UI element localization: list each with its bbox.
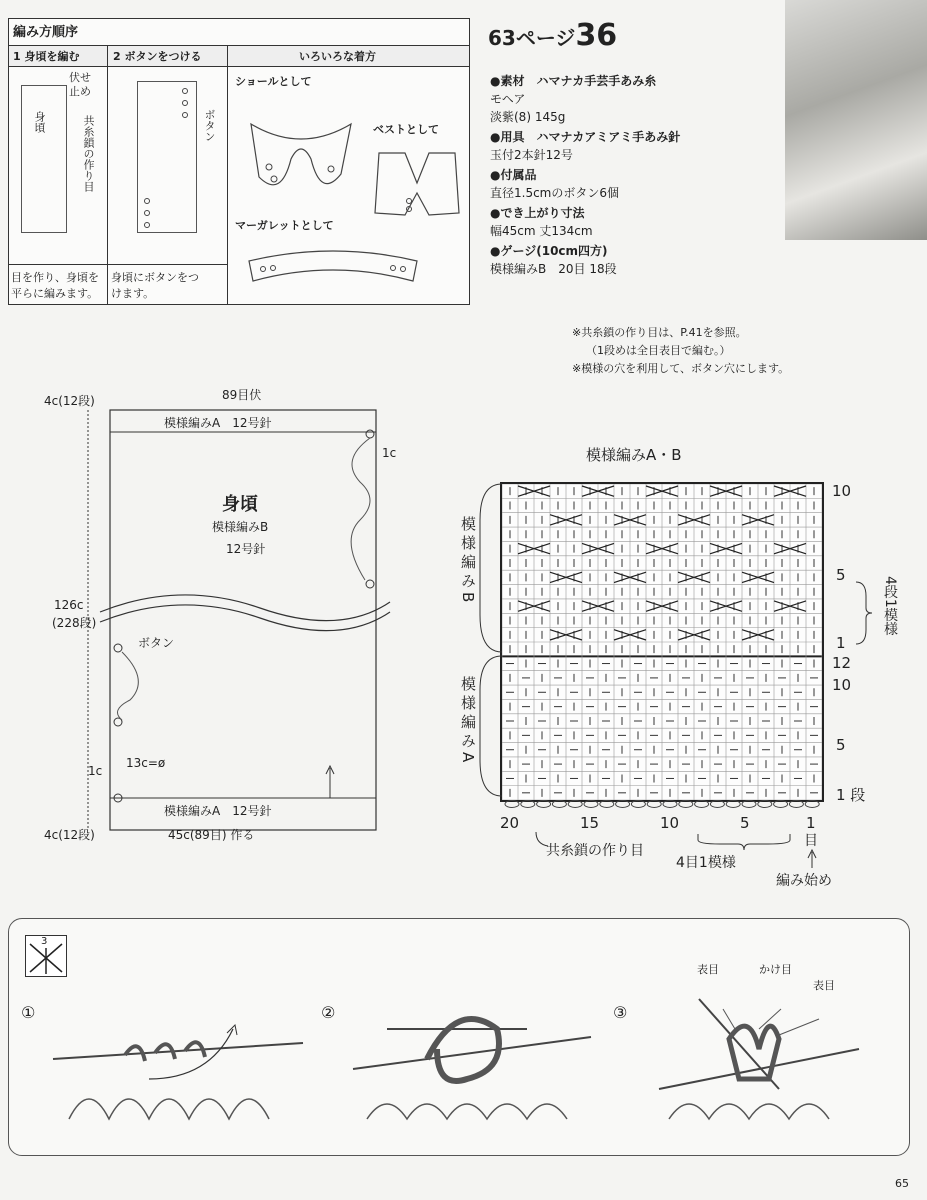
order-title: 編み方順序 — [13, 25, 79, 40]
knitting-order-table — [8, 18, 470, 305]
pattern-a-bottom: 模様編みA 12号針 — [164, 804, 272, 818]
col-5: 5 — [740, 814, 750, 832]
vest-label: ベストとして — [373, 123, 439, 136]
chain-stitch — [679, 801, 693, 808]
step-2-number: ② — [321, 1003, 336, 1022]
length: 126c — [54, 598, 84, 612]
order-col1-header: 1 身頃を編む — [13, 50, 80, 63]
gauge-value: 模様編みB 20目 18段 — [490, 262, 617, 276]
buttons-drawing — [137, 81, 217, 233]
material-color: 淡紫(8) 145g — [490, 110, 566, 124]
page-reference: 63ページ — [488, 26, 576, 50]
row-10-top: 10 — [832, 482, 852, 500]
chain-stitch — [789, 801, 803, 808]
col2-caption-1: 身頃にボタンをつ — [111, 271, 199, 284]
note-1: ※共糸鎖の作り目は、P.41を参照。 — [572, 326, 747, 339]
row-1-bottom: 1 段 — [836, 786, 866, 804]
chain-stitch — [584, 801, 598, 808]
left-1c: 1c — [88, 764, 103, 778]
row-1-top: 1 — [836, 634, 846, 652]
chain-stitch — [616, 801, 630, 808]
shawl-label: ショールとして — [235, 75, 312, 88]
vest-drawing — [369, 143, 465, 223]
top-width: 89目伏 — [222, 388, 262, 402]
col-15: 15 — [580, 814, 600, 832]
chain-stitch — [568, 801, 582, 808]
accessory-label: ●付属品 — [490, 168, 537, 182]
col1-caption-2: 平らに編みます。 — [11, 287, 99, 300]
item-number: 36 — [575, 18, 618, 53]
repeat-sts: 4目1模様 — [676, 855, 736, 871]
body-sketch — [21, 85, 67, 233]
col-1: 1 — [806, 814, 816, 832]
row-5-top: 5 — [836, 566, 846, 584]
body-needle: 12号針 — [226, 542, 266, 556]
note-2: （1段めは全目表目で編む。） — [586, 344, 731, 357]
order-header-row — [9, 45, 469, 67]
bottom-rows: 4c(12段) — [44, 828, 95, 842]
label-pattern-b: 模様編みB — [459, 516, 477, 607]
body-title: 身頃 — [222, 494, 258, 515]
technique-panel — [8, 918, 910, 1156]
symbol-number: 3 — [41, 936, 48, 947]
page-number: 65 — [895, 1177, 909, 1190]
cast-on-note: 共糸鎖の作り目 — [82, 115, 95, 192]
accessory-buttons: 直径1.5cmのボタン6個 — [490, 186, 620, 200]
repeat-rows-label: 4段1模様 — [882, 576, 898, 636]
divider — [107, 45, 108, 304]
order-col3-header: いろいろな着方 — [299, 50, 376, 63]
tools-needle: 玉付2本針12号 — [490, 148, 573, 162]
divider — [227, 45, 228, 304]
symbol-box — [25, 935, 67, 977]
bottom-width: 45c(89目) 作る — [168, 828, 255, 842]
row-10-bottom: 10 — [832, 676, 852, 694]
step-1-number: ① — [21, 1003, 36, 1022]
chain-stitch — [537, 801, 551, 808]
chain-stitch — [758, 801, 772, 808]
label-yarn-over: かけ目 — [759, 963, 792, 976]
chain-stitch — [742, 801, 756, 808]
body-sketch-label: 身頃 — [33, 111, 46, 133]
repeat-rows-brace — [852, 580, 876, 646]
model-photo — [785, 0, 927, 240]
chain-stitch — [695, 801, 709, 808]
row-5-bottom: 5 — [836, 736, 846, 754]
chain-stitch — [600, 801, 614, 808]
chain-stitch — [552, 801, 566, 808]
label-knit-2: 表目 — [813, 979, 835, 992]
chain-stitch — [710, 801, 724, 808]
col-10: 10 — [660, 814, 680, 832]
start-label: 編み始め — [776, 873, 832, 889]
chain-stitch — [726, 801, 740, 808]
chain-stitch — [521, 801, 535, 808]
step-2-illustration — [347, 989, 597, 1139]
chain-stitch — [663, 801, 677, 808]
chain-stitch — [774, 801, 788, 808]
tools-label: ●用具 ハマナカアミアミ手あみ針 — [490, 130, 681, 144]
margaret-label: マーガレットとして — [235, 219, 334, 232]
size-value: 幅45cm 丈134cm — [490, 224, 593, 238]
top-rows: 4c(12段) — [44, 394, 95, 408]
step-3-number: ③ — [613, 1003, 628, 1022]
chain-stitch — [805, 801, 819, 808]
body-pattern: 模様編みB — [212, 520, 269, 534]
bind-off-note: 伏せ止め — [69, 71, 91, 98]
button-label-diagram: ボタン — [138, 636, 175, 650]
material-label: ●素材 ハマナカ手芸手あみ糸 — [490, 74, 657, 88]
shawl-drawing — [241, 99, 361, 209]
spec-heading — [488, 18, 617, 53]
size-label: ●でき上がり寸法 — [490, 206, 585, 220]
chain-stitch — [647, 801, 661, 808]
chain-label: 共糸鎖の作り目 — [546, 843, 644, 859]
col1-caption-1: 目を作り、身頃を — [11, 271, 99, 284]
note-3: ※模様の穴を利用して、ボタン穴にします。 — [572, 362, 790, 375]
col-unit: 目 — [804, 833, 818, 849]
right-1c: 1c — [382, 446, 397, 460]
pattern-a-top: 模様編みA 12号針 — [164, 416, 272, 430]
step-3-illustration — [649, 979, 869, 1139]
label-pattern-a: 模様編みA — [459, 676, 477, 767]
gauge-label: ●ゲージ(10cm四方) — [490, 244, 608, 258]
divider — [9, 264, 227, 265]
stitch-chart-grid — [500, 482, 824, 802]
col-20: 20 — [500, 814, 520, 832]
margaret-drawing — [243, 241, 423, 291]
chain-stitch — [505, 801, 519, 808]
chain-stitch — [631, 801, 645, 808]
button-label: ボタン — [203, 109, 216, 142]
chain-cast-on — [504, 798, 820, 810]
col2-caption-2: けます。 — [111, 287, 155, 300]
step-1-illustration — [49, 999, 309, 1139]
chart-title: 模様編みA・B — [586, 446, 682, 464]
label-knit: 表目 — [697, 963, 719, 976]
stitch-chart-cells — [502, 484, 822, 800]
material-yarn: モヘア — [490, 92, 526, 106]
length-rows: (228段) — [52, 616, 97, 630]
button-spacing: 13c=ø — [126, 756, 166, 770]
order-col2-header: 2 ボタンをつける — [113, 50, 202, 63]
row-12: 12 — [832, 654, 852, 672]
